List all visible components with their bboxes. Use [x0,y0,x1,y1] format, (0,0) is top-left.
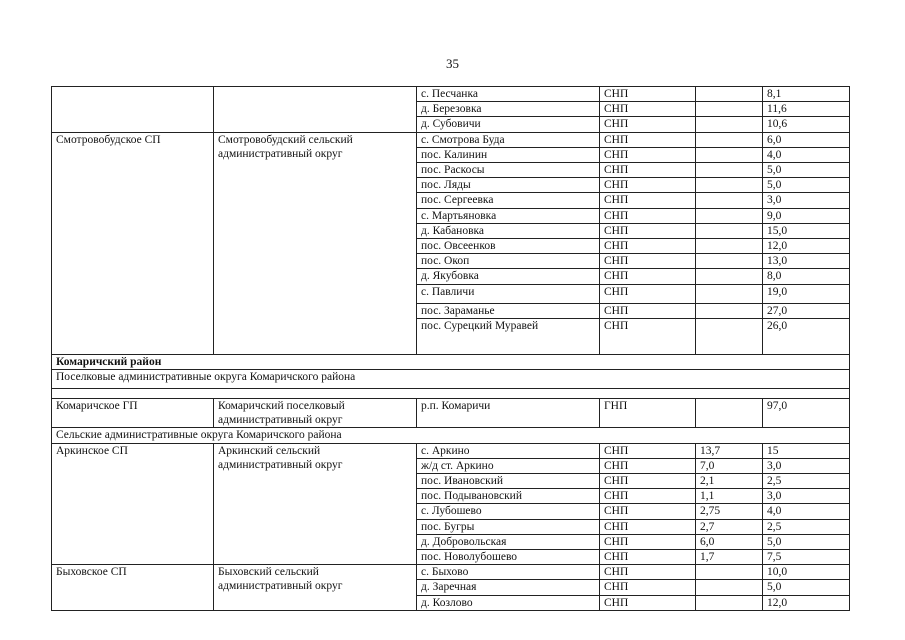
distance-cell: 13,7 [696,443,763,458]
value-cell: 2,5 [763,474,850,489]
settlement-cell: пос. Зараманье [417,303,600,318]
type-cell: СНП [600,474,696,489]
distance-cell [696,254,763,269]
type-cell: СНП [600,87,696,102]
value-cell: 19,0 [763,284,850,303]
settlement-cell: пос. Подывановский [417,489,600,504]
table-row [52,389,850,399]
okrug-cell: Аркинский сельский административный округ [214,443,417,565]
value-cell: 15,0 [763,223,850,238]
sp-cell [52,87,214,133]
distance-cell [696,117,763,132]
settlement-cell: с. Песчанка [417,87,600,102]
value-cell: 15 [763,443,850,458]
sp-cell: Комаричское ГП [52,399,214,428]
distance-cell [696,193,763,208]
type-cell: СНП [600,504,696,519]
distance-cell [696,208,763,223]
table-row [52,370,850,389]
settlements-table [51,86,850,611]
sp-cell: Смотровобудское СП [52,132,214,354]
distance-cell [696,565,763,580]
type-cell: СНП [600,178,696,193]
distance-cell: 2,1 [696,474,763,489]
district-heading: Комаричский район [52,354,850,369]
type-cell: СНП [600,223,696,238]
distance-cell [696,399,763,428]
distance-cell [696,102,763,117]
type-cell: СНП [600,519,696,534]
type-cell: СНП [600,443,696,458]
settlement-cell: с. Быхово [417,565,600,580]
settlement-cell: д. Кабановка [417,223,600,238]
type-cell: СНП [600,193,696,208]
value-cell: 11,6 [763,102,850,117]
distance-cell: 1,1 [696,489,763,504]
value-cell: 10,0 [763,565,850,580]
table-row [52,132,850,147]
type-cell: ГНП [600,399,696,428]
distance-cell: 7,0 [696,458,763,473]
okrug-cell: Комаричский поселковый административный округ [214,399,417,428]
settlement-cell: д. Заречная [417,580,600,595]
settlement-cell: пос. Сергеевка [417,193,600,208]
value-cell: 5,0 [763,178,850,193]
distance-cell [696,239,763,254]
table-row [52,428,850,443]
type-cell: СНП [600,117,696,132]
distance-cell: 2,7 [696,519,763,534]
settlement-cell: д. Субовичи [417,117,600,132]
type-cell: СНП [600,458,696,473]
settlement-cell: пос. Ляды [417,178,600,193]
distance-cell: 6,0 [696,534,763,549]
distance-cell [696,303,763,318]
value-cell: 6,0 [763,132,850,147]
value-cell: 3,0 [763,458,850,473]
settlement-cell: д. Якубовка [417,269,600,284]
type-cell: СНП [600,565,696,580]
type-cell: СНП [600,550,696,565]
sp-cell: Аркинское СП [52,443,214,565]
value-cell: 5,0 [763,580,850,595]
settlement-cell: р.п. Комаричи [417,399,600,428]
settlement-cell: д. Козлово [417,595,600,610]
settlement-cell: пос. Бугры [417,519,600,534]
table-row [52,399,850,428]
value-cell: 5,0 [763,163,850,178]
type-cell: СНП [600,132,696,147]
value-cell: 27,0 [763,303,850,318]
value-cell: 7,5 [763,550,850,565]
value-cell: 5,0 [763,534,850,549]
settlement-cell: с. Аркино [417,443,600,458]
table-row [52,443,850,458]
distance-cell: 2,75 [696,504,763,519]
distance-cell [696,87,763,102]
type-cell: СНП [600,580,696,595]
distance-cell [696,223,763,238]
distance-cell: 1,7 [696,550,763,565]
settlement-cell: с. Лубошево [417,504,600,519]
value-cell: 3,0 [763,489,850,504]
type-cell: СНП [600,489,696,504]
type-cell: СНП [600,595,696,610]
distance-cell [696,580,763,595]
settlement-cell: с. Павличи [417,284,600,303]
okrug-cell [214,87,417,133]
distance-cell [696,178,763,193]
type-cell: СНП [600,284,696,303]
settlement-cell: пос. Раскосы [417,163,600,178]
type-cell: СНП [600,534,696,549]
distance-cell [696,595,763,610]
spacer-cell [52,389,850,399]
settlement-cell: пос. Ивановский [417,474,600,489]
table-row [52,565,850,580]
value-cell: 8,0 [763,269,850,284]
type-cell: СНП [600,239,696,254]
value-cell: 12,0 [763,239,850,254]
settlement-cell: пос. Калинин [417,147,600,162]
value-cell: 97,0 [763,399,850,428]
type-cell: СНП [600,163,696,178]
settlement-cell: д. Добровольская [417,534,600,549]
distance-cell [696,318,763,354]
value-cell: 13,0 [763,254,850,269]
type-cell: СНП [600,269,696,284]
okrug-cell: Быховский сельский административный округ [214,565,417,611]
type-cell: СНП [600,102,696,117]
table-row [52,354,850,369]
page-number: 35 [446,56,459,71]
settlement-cell: с. Смотрова Буда [417,132,600,147]
settlement-cell: д. Березовка [417,102,600,117]
section-heading: Поселковые административные округа Комаричского района [52,370,850,389]
type-cell: СНП [600,208,696,223]
type-cell: СНП [600,318,696,354]
settlement-cell: пос. Новолубошево [417,550,600,565]
type-cell: СНП [600,303,696,318]
sp-cell: Быховское СП [52,565,214,611]
type-cell: СНП [600,147,696,162]
value-cell: 8,1 [763,87,850,102]
value-cell: 3,0 [763,193,850,208]
value-cell: 12,0 [763,595,850,610]
settlement-cell: ж/д ст. Аркино [417,458,600,473]
distance-cell [696,132,763,147]
distance-cell [696,269,763,284]
settlement-cell: с. Мартьяновка [417,208,600,223]
value-cell: 4,0 [763,147,850,162]
settlement-cell: пос. Сурецкий Муравей [417,318,600,354]
settlement-cell: пос. Овсеенков [417,239,600,254]
distance-cell [696,163,763,178]
settlement-cell: пос. Окоп [417,254,600,269]
value-cell: 2,5 [763,519,850,534]
type-cell: СНП [600,254,696,269]
value-cell: 10,6 [763,117,850,132]
distance-cell [696,284,763,303]
distance-cell [696,147,763,162]
okrug-cell: Смотровобудский сельский административный округ [214,132,417,354]
value-cell: 9,0 [763,208,850,223]
table-row [52,87,850,102]
value-cell: 4,0 [763,504,850,519]
section-heading: Сельские административные округа Комаричского района [52,428,850,443]
value-cell: 26,0 [763,318,850,354]
